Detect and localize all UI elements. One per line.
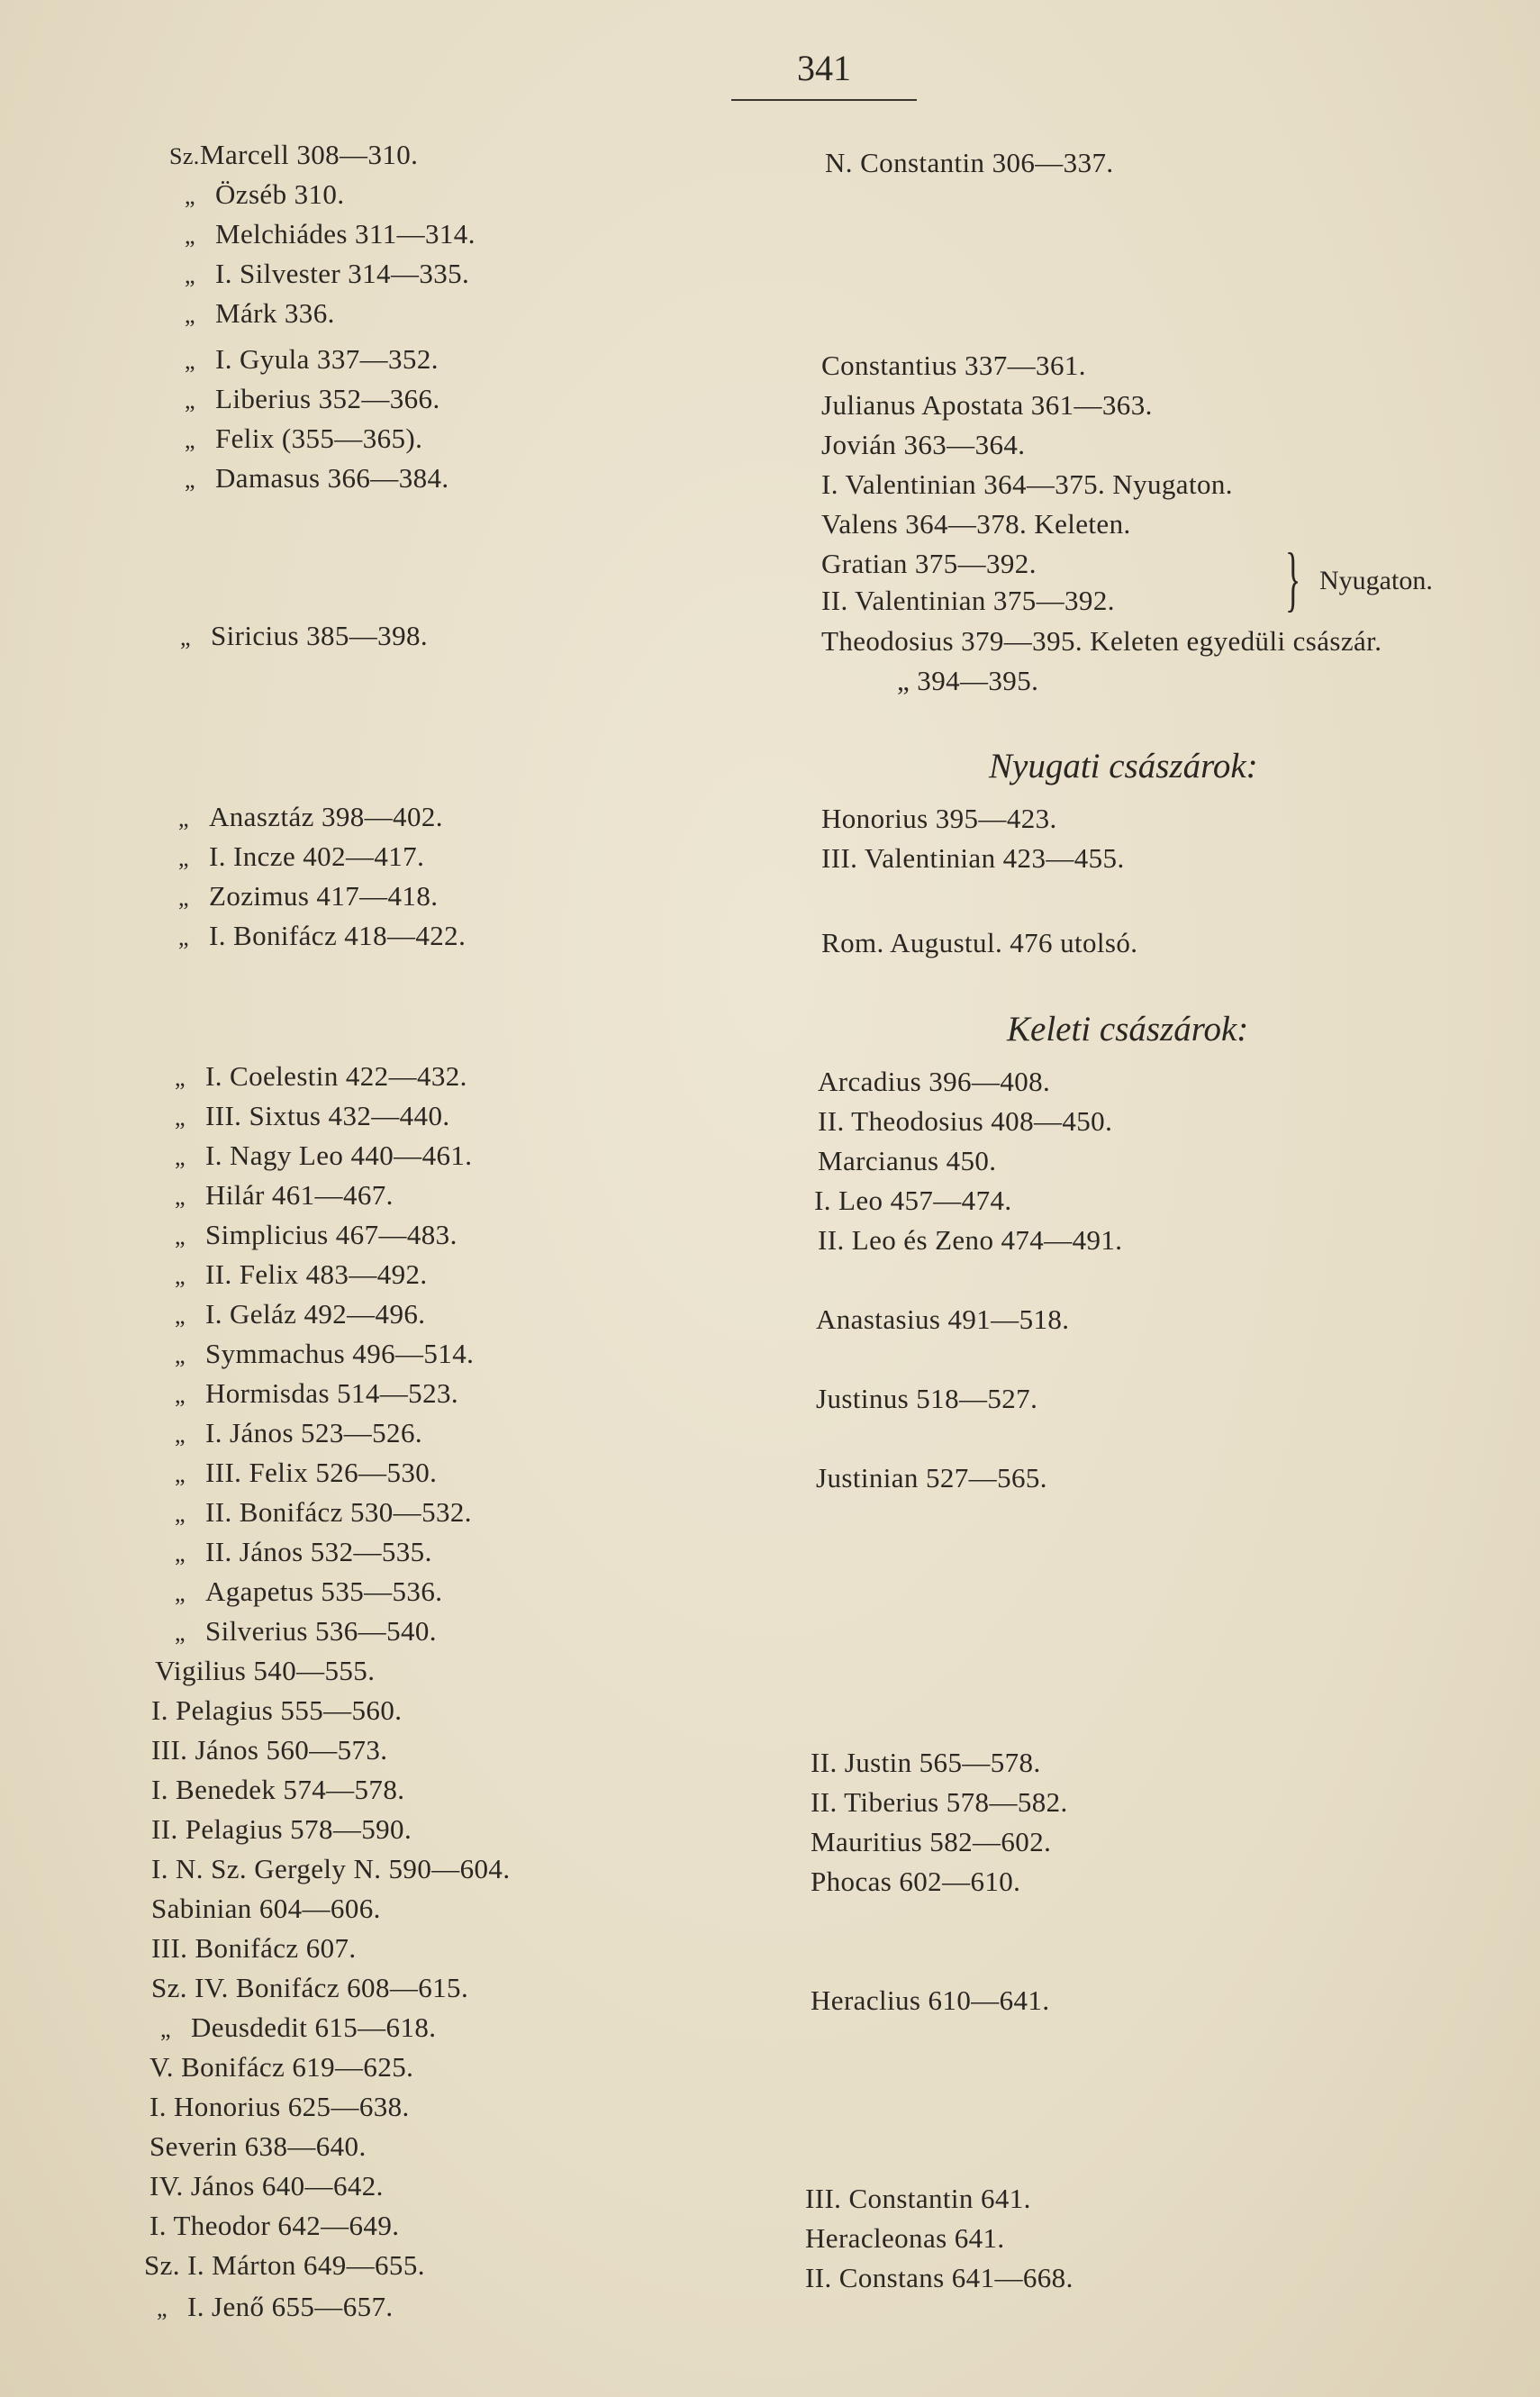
pope-entry [175,1218,457,1254]
emperor-entry: II. Constans 641—668. [805,2262,1073,2293]
entry-text: Sz. I. Márton 649—655. [144,2249,425,2281]
pope-entry [175,1337,474,1373]
pope-entry [185,461,449,497]
entry-text: I. Pelagius 555—560. [151,1694,403,1726]
pope-entry [175,1575,442,1611]
entry-prefix: „ [175,1421,186,1448]
emperor-entry: II. Leo és Zeno 474—491. [818,1224,1123,1256]
entry-text: Silverius 536—540. [205,1615,437,1647]
entry-text: I. Gyula 337—352. [215,343,439,375]
emperor-entry: II. Valentinian 375—392. [821,585,1115,616]
entry-text: I. Geláz 492—496. [205,1298,426,1330]
entry-text: III. Bonifácz 607. [151,1932,357,1964]
emperor-entry: II. Tiberius 578—582. [811,1786,1068,1818]
entry-text: Siricius 385—398. [211,620,429,651]
pope-entry [160,2011,436,2047]
pope-entry [185,422,422,458]
emperor-entry: Valens 364—378. Keleten. [821,508,1131,540]
entry-text: I. Jenő 655—657. [187,2291,394,2322]
emperor-entry: N. Constantin 306—337. [825,147,1114,178]
entry-prefix: „ [175,1620,186,1646]
pope-entry [151,1812,412,1847]
entry-text: I. Bonifácz 418—422. [209,920,467,951]
emperor-entry: Phocas 602—610. [811,1866,1021,1897]
emperor-entry: II. Justin 565—578. [811,1747,1041,1778]
pope-entry [175,1258,428,1294]
emperor-entry: Honorius 395—423. [821,803,1057,834]
pope-entry [151,1773,404,1807]
pope-entry [175,1139,472,1175]
entry-text: I. Coelestin 422—432. [205,1060,467,1092]
entry-prefix: „ [178,885,189,911]
pope-entry [149,2129,367,2164]
eastern-emperors-heading: Keleti császárok: [1007,1010,1249,1049]
entry-text: III. Felix 526—530. [205,1457,438,1488]
pope-entry [175,1297,425,1333]
entry-prefix: „ [175,1263,186,1289]
entry-prefix: „ [178,805,189,831]
entry-prefix: „ [178,924,189,950]
emperor-entry: Anastasius 491—518. [816,1303,1070,1335]
pope-entry [178,840,424,876]
emperor-entry: Justinus 518—527. [816,1383,1038,1414]
pope-entry [175,1535,432,1571]
entry-text: I. Silvester 314—335. [215,258,470,289]
entry-prefix: „ [185,427,195,453]
entry-prefix: „ [175,1104,186,1130]
emperor-entry: Gratian 375—392. [821,548,1037,579]
entry-prefix: „ [157,2295,168,2321]
entry-text: Márk 336. [215,297,335,329]
entry-prefix: „ [175,1065,186,1091]
page-number: 341 [797,48,851,88]
pope-entry [149,2050,413,2084]
entry-text: I. Nagy Leo 440—461. [205,1139,473,1171]
pope-entry [169,138,418,174]
pope-entry [185,296,335,332]
entry-prefix: „ [185,222,195,249]
entry-text: Sz. IV. Bonifácz 608—615. [151,1972,469,2003]
entry-text: Zozimus 417—418. [209,880,439,912]
pope-entry [175,1614,437,1650]
entry-text: Anasztáz 398—402. [209,801,443,832]
entry-prefix: „ [175,1501,186,1527]
entry-prefix: „ [180,624,191,650]
brace-label: Nyugaton. [1319,566,1433,595]
pope-entry [180,619,428,655]
emperor-entry: Arcadius 396—408. [818,1066,1051,1097]
pope-entry [175,1495,472,1531]
pope-entry [155,1654,375,1688]
pope-entry [185,217,476,253]
entry-text: Marcell 308—310. [200,139,419,170]
pope-entry [151,1931,357,1966]
emperor-entry: Theodosius 379—395. Keleten egyedüli császár. [821,625,1382,657]
pope-entry [185,257,469,293]
entry-text: Vigilius 540—555. [155,1655,376,1686]
pope-entry [175,1099,450,1135]
pope-entry [151,1892,381,1926]
entry-prefix: Sz. [169,143,200,169]
entry-prefix: „ [185,387,195,413]
entry-text: Deusdedit 615—618. [191,2011,437,2043]
pope-entry [151,1852,510,1886]
emperor-entry: II. Theodosius 408—450. [818,1105,1113,1137]
entry-text: Melchiádes 311—314. [215,218,476,250]
pope-entry [185,342,439,378]
entry-text: I. János 523—526. [205,1417,423,1448]
pope-entry [149,2169,384,2203]
entry-prefix: „ [185,262,195,288]
entry-prefix: „ [175,1184,186,1210]
pope-entry [175,1456,437,1492]
entry-text: Symmachus 496—514. [205,1338,475,1369]
pope-entry [144,2248,425,2283]
pope-entry [151,1971,468,2005]
entry-text: Özséb 310. [215,178,345,210]
entry-prefix: „ [185,183,195,209]
pope-entry [149,2209,399,2243]
emperor-entry: I. Leo 457—474. [814,1185,1012,1216]
entry-prefix: „ [175,1144,186,1170]
pope-entry [178,800,443,836]
entry-text: I. Benedek 574—578. [151,1774,405,1805]
pope-entry [175,1376,458,1412]
emperor-entry: Jovián 363—364. [821,429,1026,460]
entry-text: I. Honorius 625—638. [149,2091,410,2122]
entry-text: Damasus 366—384. [215,462,449,494]
emperor-entry: III. Valentinian 423—455. [821,842,1125,874]
pope-entry [185,177,344,213]
pope-entry [175,1178,394,1214]
entry-text: Liberius 352—366. [215,383,440,414]
entry-text: Felix (355—365). [215,422,423,454]
emperor-entry: Constantius 337—361. [821,350,1086,381]
emperor-entry: Julianus Apostata 361—363. [821,389,1153,421]
entry-prefix: „ [175,1303,186,1329]
pope-entry [185,382,440,418]
emperor-entry: „ 394—395. [897,665,1039,696]
entry-text: III. János 560—573. [151,1734,388,1766]
pope-entry [151,1693,402,1728]
entry-prefix: „ [175,1342,186,1368]
entry-text: I. Incze 402—417. [209,840,425,872]
emperor-entry: Heracleonas 641. [805,2222,1005,2254]
entry-text: III. Sixtus 432—440. [205,1100,450,1131]
entry-prefix: „ [175,1540,186,1566]
entry-text: Hormisdas 514—523. [205,1377,459,1409]
emperor-entry: Justinian 527—565. [816,1462,1047,1494]
emperor-entry: III. Constantin 641. [805,2183,1031,2214]
entry-prefix: „ [175,1382,186,1408]
entry-prefix: „ [185,348,195,374]
entry-text: Sabinian 604—606. [151,1893,381,1924]
entry-text: IV. János 640—642. [149,2170,384,2202]
pope-entry [178,919,466,955]
entry-text: II. János 532—535. [205,1536,432,1567]
entry-text: II. Felix 483—492. [205,1258,428,1290]
emperor-entry: Marcianus 450. [818,1145,997,1176]
entry-text: Agapetus 535—536. [205,1575,443,1607]
entry-prefix: „ [175,1223,186,1249]
entry-text: Hilár 461—467. [205,1179,394,1211]
brace-symbol: } [1285,540,1301,619]
header-rule [731,99,917,101]
emperor-entry: Mauritius 582—602. [811,1826,1052,1857]
entry-text: II. Pelagius 578—590. [151,1813,412,1845]
emperor-entry: I. Valentinian 364—375. Nyugaton. [821,468,1233,500]
entry-text: I. N. Sz. Gergely N. 590—604. [151,1853,511,1884]
pope-entry [175,1059,467,1095]
western-emperors-heading: Nyugati császárok: [989,747,1258,785]
entry-prefix: „ [175,1580,186,1606]
entry-text: II. Bonifácz 530—532. [205,1496,472,1528]
pope-entry [178,879,438,915]
entry-text: V. Bonifácz 619—625. [149,2051,414,2083]
pope-entry [149,2090,410,2124]
pope-entry [151,1733,387,1767]
pope-entry [157,2290,394,2326]
pope-entry [175,1416,422,1452]
entry-prefix: „ [178,845,189,871]
entry-prefix: „ [175,1461,186,1487]
emperor-entry: Heraclius 610—641. [811,1984,1050,2016]
entry-text: Severin 638—640. [149,2130,367,2162]
entry-prefix: „ [185,302,195,328]
emperor-entry: Rom. Augustul. 476 utolsó. [821,927,1138,958]
entry-prefix: „ [185,467,195,493]
entry-text: Simplicius 467—483. [205,1219,457,1250]
entry-text: I. Theodor 642—649. [149,2210,400,2241]
entry-prefix: „ [160,2016,171,2042]
